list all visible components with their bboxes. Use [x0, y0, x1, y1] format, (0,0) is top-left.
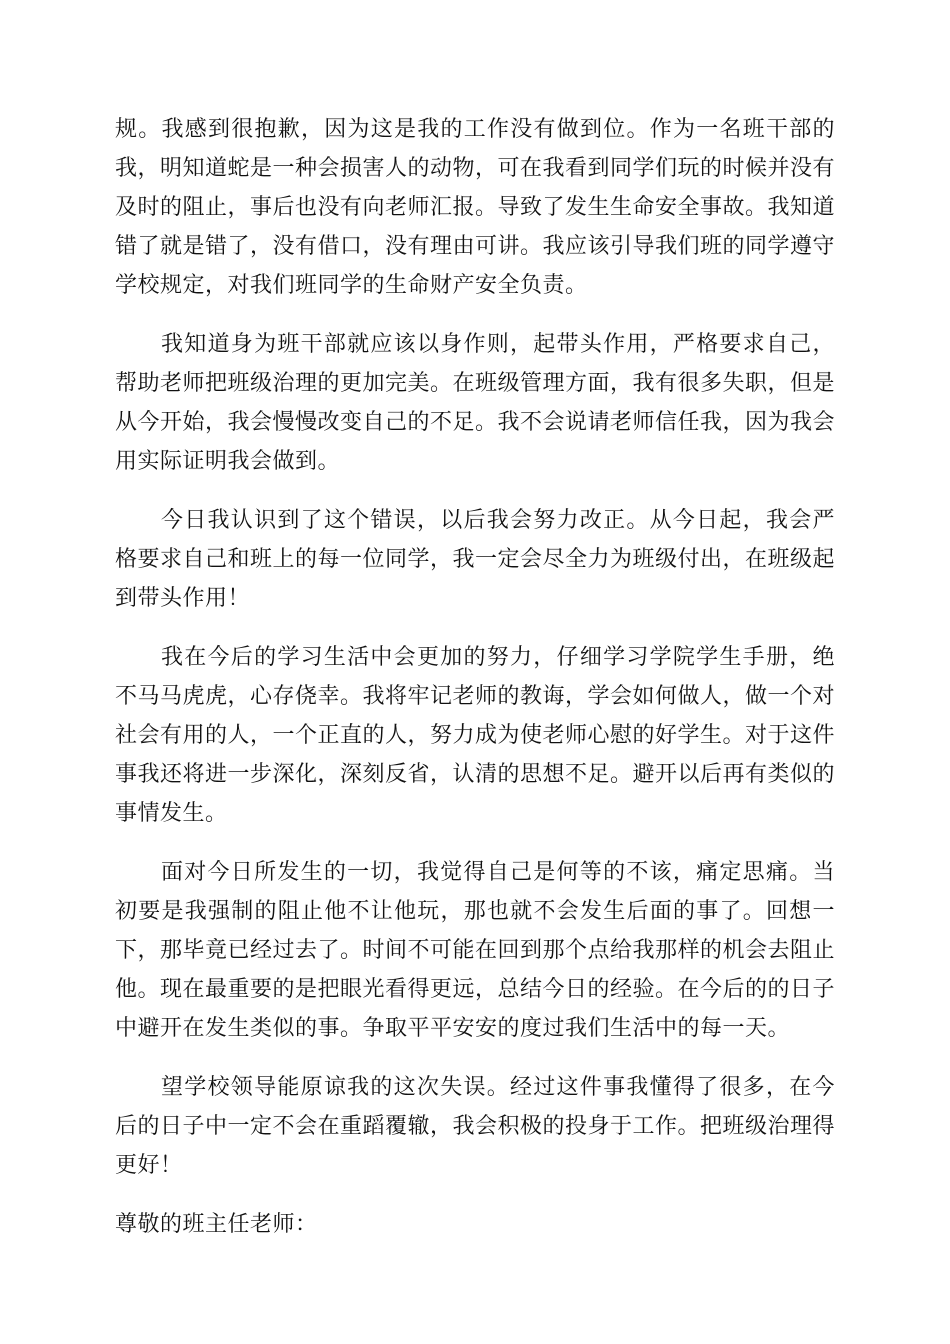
- paragraph: 今日我认识到了这个错误，以后我会努力改正。从今日起，我会严格要求自己和班上的每一位同学，我一定会尽全力为班级付出，在班级起到带头作用！: [115, 508, 836, 611]
- paragraph: 我知道身为班干部就应该以身作则，起带头作用，严格要求自己，帮助老师把班级治理的更加完美。在班级管理方面，我有很多失职，但是从今开始，我会慢慢改变自己的不足。我不会说请老师信任我，因为我会用实际证明我会做到。: [115, 332, 836, 474]
- paragraph-continuation: 规。我感到很抱歉，因为这是我的工作没有做到位。作为一名班干部的我，明知道蛇是一种会损害人的动物，可在我看到同学们玩的时候并没有及时的阻止，事后也没有向老师汇报。导致了发生生命安全事故。我知道错了就是错了，没有借口，没有理由可讲。我应该引导我们班的同学遵守学校规定，对我们班同学的生命财产安全负责。: [115, 117, 836, 298]
- document-body: [115, 110, 835, 1264]
- paragraph: 望学校领导能原谅我的这次失误。经过这件事我懂得了很多，在今后的日子中一定不会在重蹈覆辙，我会积极的投身于工作。把班级治理得更好！: [115, 1075, 836, 1178]
- salutation: 尊敬的班主任老师：: [115, 1212, 318, 1237]
- paragraph: 面对今日所发生的一切，我觉得自己是何等的不该，痛定思痛。当初要是我强制的阻止他不让他玩，那也就不会发生后面的事了。回想一下，那毕竟已经过去了。时间不可能在回到那个点给我那样的机会去阻止他。现在最重要的是把眼光看得更远，总结今日的经验。在今后的的日子中避开在发生类似的事。争取平平安安的度过我们生活中的每一天。: [115, 860, 836, 1041]
- paragraph: 我在今后的学习生活中会更加的努力，仔细学习学院学生手册，绝不马马虎虎，心存侥幸。我将牢记老师的教诲，学会如何做人，做一个对社会有用的人，一个正直的人，努力成为使老师心慰的好学生。对于这件事我还将进一步深化，深刻反省，认清的思想不足。避开以后再有类似的事情发生。: [115, 645, 836, 826]
